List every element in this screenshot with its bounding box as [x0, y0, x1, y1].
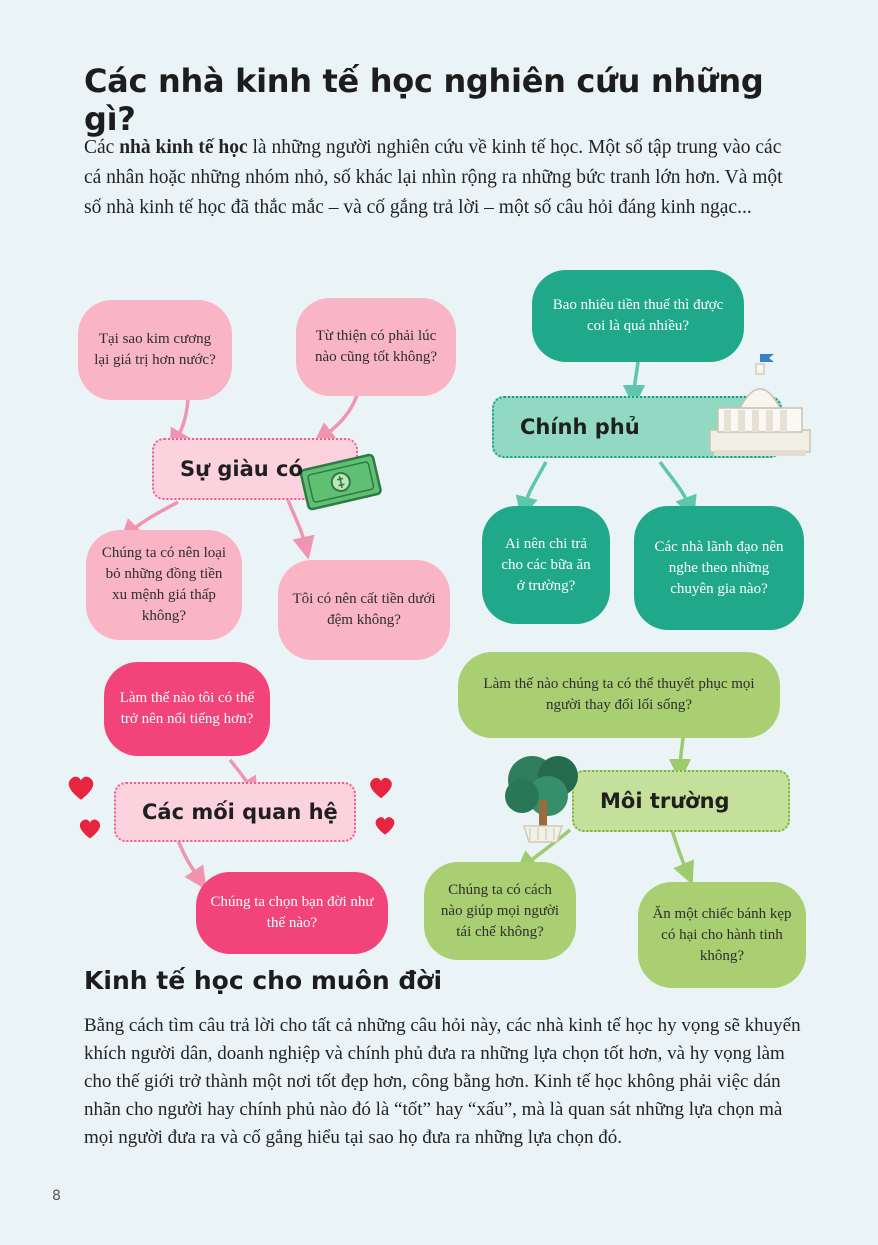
intro-text-start: Các [84, 137, 120, 158]
intro-bold-term: nhà kinh tế học [119, 137, 248, 158]
bubble-text: Làm thế nào chúng ta có thể thuyết phục mọi người thay đổi lối sống? [483, 676, 755, 713]
question-bubble-experts [634, 506, 804, 630]
question-bubble-sandwich [638, 882, 806, 988]
category-label-text: Các mối quan hệ [142, 800, 338, 824]
heart-icon [64, 770, 98, 804]
bubble-text: Chúng ta có cách nào giúp mọi người tái chế không? [440, 881, 560, 940]
bubble-text: Làm thế nào tôi có thể trở nên nổi tiếng hơn? [119, 690, 255, 727]
bubble-text: Tại sao kim cương lại giá trị hơn nước? [94, 331, 216, 368]
question-bubble-school-meals [482, 506, 610, 624]
question-bubble-famous [104, 662, 270, 756]
question-bubble-recycle [424, 862, 576, 960]
question-bubble-tax [532, 270, 744, 362]
money-bill-icon [296, 448, 386, 518]
heart-icon [366, 772, 396, 802]
category-label-environment [572, 770, 790, 832]
bubble-text: Ai nên chi trả cho các bữa ăn ở trường? [501, 535, 591, 594]
section-subheading: Kinh tế học cho muôn đời [84, 966, 443, 995]
question-bubble-coins [86, 530, 242, 640]
heart-icon [372, 812, 398, 838]
category-label-text: Môi trường [600, 789, 730, 813]
bubble-text: Chúng ta có nên loại bỏ những đồng tiền xu mệnh giá thấp không? [101, 545, 227, 624]
question-bubble-partner [196, 872, 388, 954]
capitol-building-icon [700, 352, 820, 462]
question-bubble-charity [296, 298, 456, 396]
bubble-text: Bao nhiêu tiền thuế thì được coi là quá nhiều? [552, 297, 724, 334]
bubble-text: Chúng ta chọn bạn đời như thế nào? [210, 894, 374, 931]
category-label-relationships [114, 782, 356, 842]
category-label-text: Sự giàu có [180, 457, 303, 481]
bubble-text: Các nhà lãnh đạo nên nghe theo những chuyên gia nào? [654, 538, 784, 597]
heart-icon [76, 814, 104, 842]
question-bubble-mattress [278, 560, 450, 660]
section-paragraph: Bằng cách tìm câu trả lời cho tất cả những câu hỏi này, các nhà kinh tế học hy vọng sẽ khuyến khích người dân, doanh nghiệp và chính phủ đưa ra những lựa chọn tốt hơn, và hy vọng làm cho thế giới trở thành một nơi tốt đẹp hơn, công bằng hơn. Kinh tế học không phải việc dán nhãn cho người hay chính phủ nào đó là “tốt” hay “xấu”, mà là quan sát những lựa chọn mà mọi người đưa ra và cố gắng hiểu tại sao họ đưa ra những lựa chọn đó. [84, 1015, 801, 1148]
category-label-text: Chính phủ [520, 415, 640, 439]
intro-paragraph [84, 133, 784, 223]
intro-text-end: là những người nghiên cứu về kinh tế học. Một số tập trung vào các cá nhân hoặc những nhóm nhỏ, số khác lại nhìn rộng ra những bức tranh lớn hơn. Và một số nhà kinh tế học đã thắc mắc – và cố gắng trả lời – một số câu hỏi đáng kinh ngạc... [84, 137, 783, 218]
bubble-text: Tôi có nên cất tiền dưới đệm không? [292, 591, 436, 628]
bubble-text: Ăn một chiếc bánh kẹp có hại cho hành tinh không? [652, 905, 792, 964]
page-title: Các nhà kinh tế học nghiên cứu những gì? [84, 62, 764, 138]
question-bubble-lifestyle [458, 652, 780, 738]
bubble-text: Từ thiện có phải lúc nào cũng tốt không? [314, 328, 438, 365]
page-number: 8 [52, 1188, 61, 1204]
question-bubble-diamond-water [78, 300, 232, 400]
